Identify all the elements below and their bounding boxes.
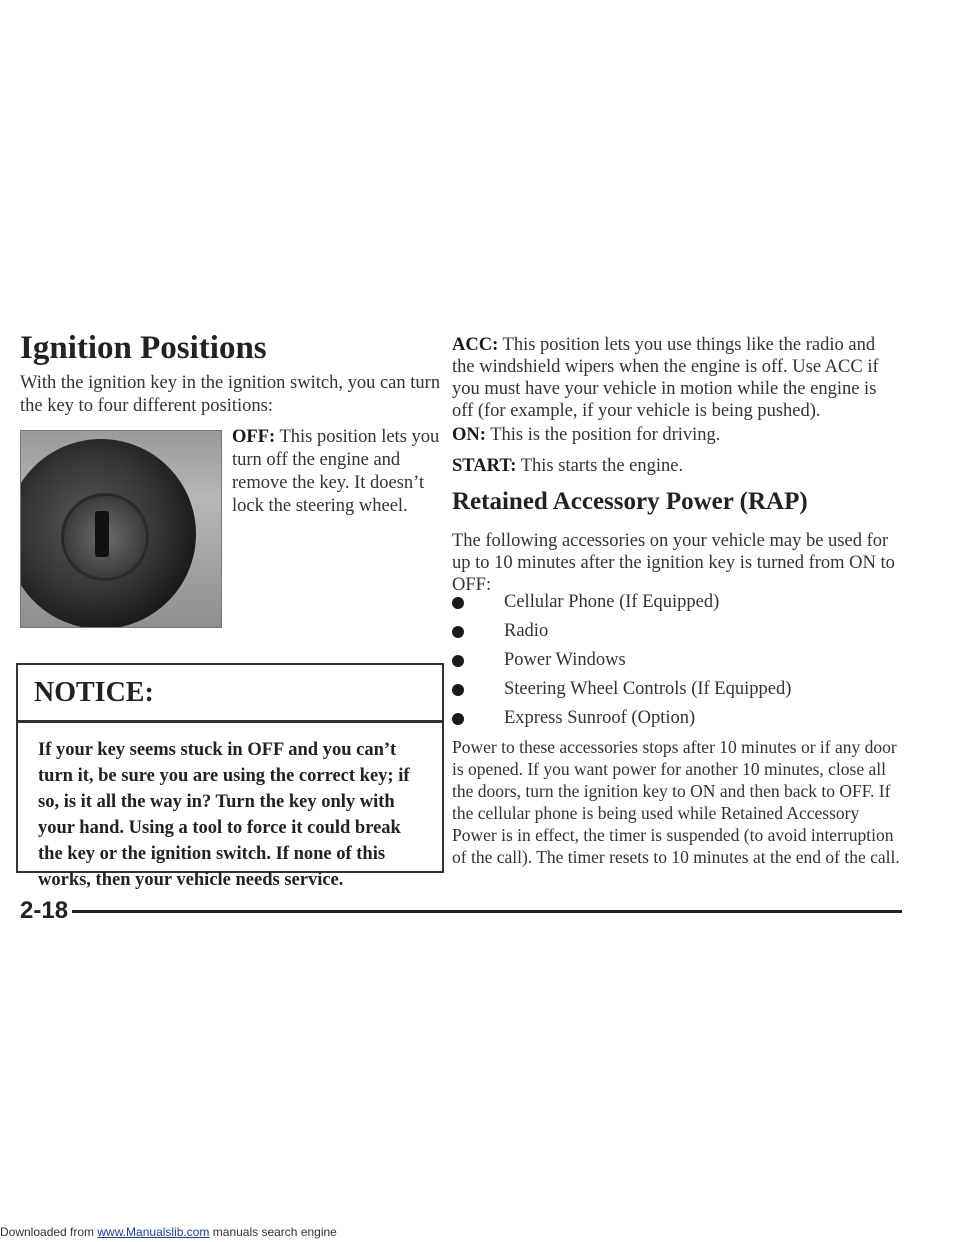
rap-heading: Retained Accessory Power (RAP) <box>452 488 808 515</box>
off-label: OFF: <box>232 427 276 447</box>
bullet-icon <box>452 655 464 667</box>
start-label: START: <box>452 456 517 476</box>
bullet-icon <box>452 713 464 725</box>
list-item: Express Sunroof (Option) <box>452 708 902 737</box>
acc-label: ACC: <box>452 335 499 355</box>
acc-text: This position lets you use things like the radio and the windshield wipers when the engine is off. Use ACC if you must have your vehicle in motion while the engine is off (for example, if your vehicle is being pushed). <box>452 335 879 421</box>
page-number: 2-18 <box>20 897 69 924</box>
off-text: This position lets you turn off the engine and remove the key. It doesn’t lock the steering wheel. <box>232 427 440 516</box>
rap-intro: The following accessories on your vehicle may be used for up to 10 minutes after the ignition key is turned from ON to OFF: <box>452 531 895 595</box>
on-text: This is the position for driving. <box>485 425 721 445</box>
start-text: This starts the engine. <box>516 456 684 476</box>
on-description <box>452 425 902 446</box>
off-description <box>232 426 452 518</box>
intro-text: With the ignition key in the ignition switch, you can turn the key to four different positions: <box>20 373 441 416</box>
list-item: Power Windows <box>452 650 902 679</box>
start-description <box>452 456 902 477</box>
bullet-icon <box>452 684 464 696</box>
manualslib-link[interactable]: www.Manualslib.com <box>97 1225 210 1239</box>
download-footer <box>0 1225 337 1239</box>
ignition-switch-image <box>20 430 222 628</box>
list-item: Steering Wheel Controls (If Equipped) <box>452 679 902 708</box>
list-item: Cellular Phone (If Equipped) <box>452 592 902 621</box>
rap-list <box>452 592 902 737</box>
notice-body: If your key seems stuck in OFF and you can’t turn it, be sure you are using the correct key; if so, is it all the way in? Turn the key only with your hand. Using a tool to force it could break the key or the ignition switch. If none of this works, then your vehicle needs service. <box>38 740 410 890</box>
footer-rule <box>72 910 902 913</box>
notice-heading: NOTICE: <box>18 665 442 723</box>
notice-box <box>16 663 444 890</box>
rap-body: Power to these accessories stops after 10 minutes or if any door is opened. If you want power for another 10 minutes, close all the doors, turn the ignition key to ON and then back to OFF. If the cellular phone is being used while Retained Accessory Power is in effect, the timer is suspended (to avoid interruption of the call). The timer resets to 10 minutes at the end of the call. <box>452 737 900 867</box>
acc-description <box>452 334 902 422</box>
on-label: ON: <box>452 425 486 445</box>
bullet-icon <box>452 597 464 609</box>
footer-suffix: manuals search engine <box>209 1225 337 1239</box>
list-item: Radio <box>452 621 902 650</box>
page-title: Ignition Positions <box>20 330 267 366</box>
footer-prefix: Downloaded from <box>0 1225 98 1239</box>
bullet-icon <box>452 626 464 638</box>
